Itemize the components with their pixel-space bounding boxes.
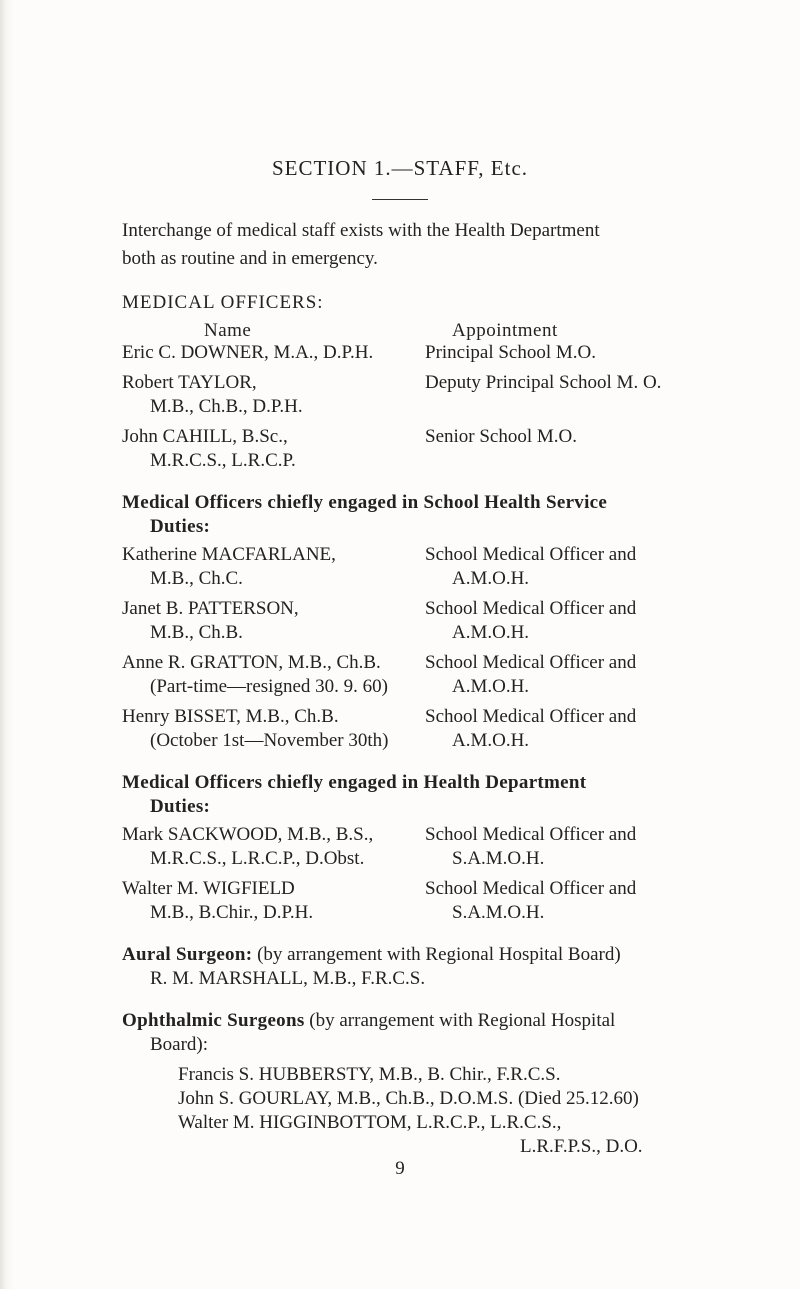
officer-appointment: Senior School M.O. [425, 426, 577, 447]
officer-name: Katherine MACFARLANE, [122, 544, 336, 565]
officer-name: Robert TAYLOR, [122, 372, 257, 393]
ophthalmic-surgeons-note-cont: Board): [150, 1034, 209, 1055]
officer-name: Mark SACKWOOD, M.B., B.S., [122, 824, 374, 845]
aural-surgeon-note: (by arrangement with Regional Hospital Board) [252, 944, 621, 965]
aural-surgeon-line [122, 944, 621, 966]
officer-appointment: Principal School M.O. [425, 342, 596, 363]
officer-qualifications: (October 1st—November 30th) [150, 730, 389, 751]
officer-appointment-cont: A.M.O.H. [452, 730, 530, 751]
officer-qualifications: (Part-time—resigned 30. 9. 60) [150, 676, 388, 697]
officer-appointment-cont: S.A.M.O.H. [452, 902, 545, 923]
aural-surgeon-name: R. M. MARSHALL, M.B., F.R.C.S. [150, 968, 426, 989]
officer-appointment: School Medical Officer and [425, 878, 637, 899]
name-column-header: Name [204, 320, 252, 341]
title-divider [372, 199, 428, 200]
officer-appointment: School Medical Officer and [425, 598, 637, 619]
officer-appointment-cont: A.M.O.H. [452, 676, 530, 697]
officer-name: Henry BISSET, M.B., Ch.B. [122, 706, 339, 727]
section-title: SECTION 1.—STAFF, Etc. [271, 156, 529, 180]
officer-qualifications: M.R.C.S., L.R.C.P., D.Obst. [150, 848, 365, 869]
surgeon-name-cont: L.R.F.P.S., D.O. [520, 1136, 643, 1157]
officer-appointment-cont: A.M.O.H. [452, 568, 530, 589]
surgeon-name: Francis S. HUBBERSTY, M.B., B. Chir., F.R.C.S. [178, 1064, 561, 1085]
officer-appointment: School Medical Officer and [425, 544, 637, 565]
officer-name: Anne R. GRATTON, M.B., Ch.B. [122, 652, 381, 673]
officer-appointment: School Medical Officer and [425, 824, 637, 845]
health-dept-heading-cont: Duties: [150, 796, 211, 817]
aural-surgeon-label: Aural Surgeon: [122, 944, 253, 965]
page-number: 9 [395, 1158, 405, 1179]
officer-qualifications: M.B., Ch.B., D.P.H. [150, 396, 303, 417]
health-dept-heading: Medical Officers chiefly engaged in Health Department [122, 772, 587, 793]
surgeon-name: Walter M. HIGGINBOTTOM, L.R.C.P., L.R.C.S., [178, 1112, 562, 1133]
officer-name: John CAHILL, B.Sc., [122, 426, 288, 447]
officer-qualifications: M.R.C.S., L.R.C.P. [150, 450, 296, 471]
officer-appointment: School Medical Officer and [425, 652, 637, 673]
officer-qualifications: M.B., B.Chir., D.P.H. [150, 902, 314, 923]
ophthalmic-surgeons-label: Ophthalmic Surgeons [122, 1010, 305, 1031]
school-health-heading: Medical Officers chiefly engaged in School Health Service [122, 492, 608, 513]
intro-line-1: Interchange of medical staff exists with the Health Department [122, 220, 600, 241]
officer-appointment: Deputy Principal School M. O. [425, 372, 662, 393]
officer-name: Walter M. WIGFIELD [122, 878, 295, 899]
officer-appointment-cont: S.A.M.O.H. [452, 848, 545, 869]
school-health-heading-cont: Duties: [150, 516, 211, 537]
officer-name: Eric C. DOWNER, M.A., D.P.H. [122, 342, 374, 363]
intro-line-2: both as routine and in emergency. [122, 248, 378, 269]
surgeon-name: John S. GOURLAY, M.B., Ch.B., D.O.M.S. (Died 25.12.60) [178, 1088, 639, 1109]
officer-appointment: School Medical Officer and [425, 706, 637, 727]
appointment-column-header: Appointment [452, 320, 558, 341]
ophthalmic-surgeons-note: (by arrangement with Regional Hospital [304, 1010, 616, 1031]
officer-name: Janet B. PATTERSON, [122, 598, 299, 619]
officer-appointment-cont: A.M.O.H. [452, 622, 530, 643]
officer-qualifications: M.B., Ch.B. [150, 622, 243, 643]
ophthalmic-surgeons-line [122, 1010, 615, 1032]
medical-officers-heading: MEDICAL OFFICERS: [122, 292, 324, 313]
officer-qualifications: M.B., Ch.C. [150, 568, 243, 589]
